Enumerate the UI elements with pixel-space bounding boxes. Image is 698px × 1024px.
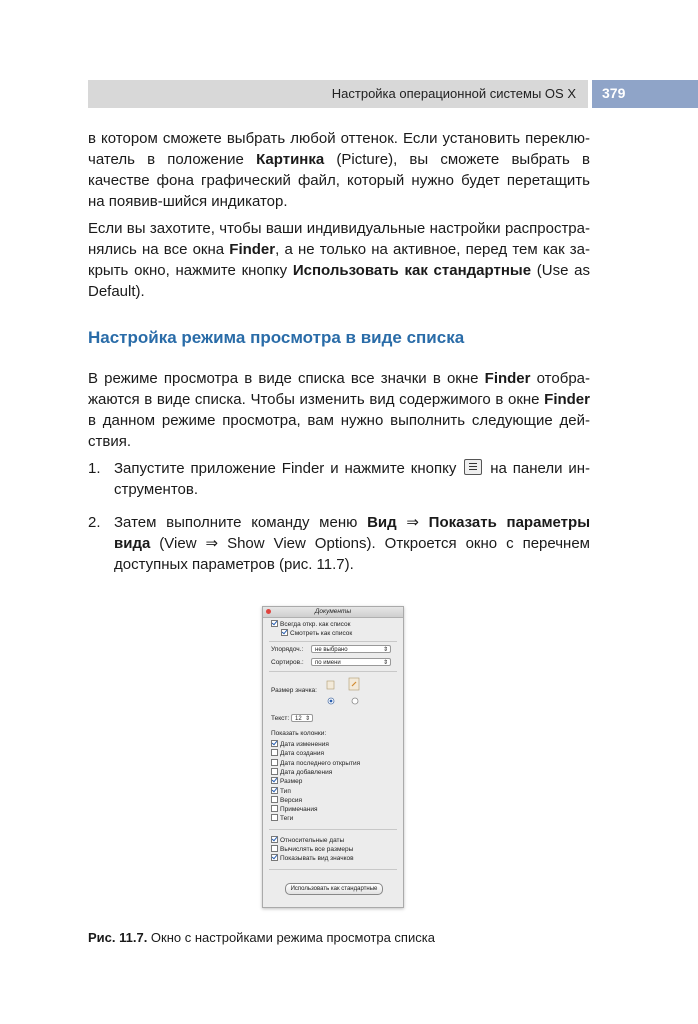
caption-text: Окно с настройками режима просмотра списка: [147, 930, 435, 945]
small-icon-radio[interactable]: [327, 697, 335, 705]
arrange-label: Упорядоч.:: [271, 646, 304, 653]
column-checkbox[interactable]: Размер: [271, 777, 302, 785]
arrange-select[interactable]: не выбрано ⇕: [311, 645, 391, 653]
list-number-1: 1.: [88, 460, 101, 477]
page-number: 379: [602, 85, 626, 101]
p2-text-2: , а не только на активное, перед тем как за-крыть окно, нажмите кнопку: [88, 241, 590, 279]
show-icon-preview-checkbox[interactable]: Показывать вид значков: [271, 854, 354, 862]
icon-size-label: Размер значка:: [271, 687, 317, 694]
calc-sizes-checkbox[interactable]: Вычислять все размеры: [271, 845, 353, 853]
p3-bold-2: Finder: [544, 391, 590, 408]
dialog-titlebar: [263, 607, 403, 618]
separator: [269, 829, 397, 830]
section-heading: Настройка режима просмотра в виде списка: [88, 328, 465, 347]
column-checkbox[interactable]: Версия: [271, 796, 302, 804]
list-1-text-1: Запустите приложение Finder и нажмите кнопку: [114, 460, 457, 477]
browse-as-list-checkbox[interactable]: Смотреть как список: [281, 629, 352, 637]
column-checkbox[interactable]: Тип: [271, 787, 291, 795]
p2-text-1: Если вы захотите, чтобы ваши индивидуальные настройки распростра-нялись на все окна: [88, 220, 590, 258]
paragraph-2: [88, 218, 590, 302]
paragraph-1: [88, 128, 590, 212]
column-checkbox[interactable]: Дата последнего открытия: [271, 759, 360, 767]
column-checkbox[interactable]: Теги: [271, 814, 293, 822]
list-view-icon: [464, 459, 482, 475]
page-number-box: [592, 80, 698, 108]
p3-text-1: В режиме просмотра в виде списка все значки в окне: [88, 370, 485, 387]
p2-bold-2: Использовать как стандартные: [292, 262, 532, 279]
list-2-text-1: Затем выполните команду меню: [114, 514, 368, 531]
sort-select[interactable]: по имени ⇕: [311, 658, 391, 666]
list-body-2: [114, 512, 590, 575]
list-number-2: 2.: [88, 514, 101, 531]
dialog-title: Документы: [314, 608, 352, 615]
separator: [269, 869, 397, 870]
p1-bold-1: Картинка: [256, 151, 325, 168]
column-checkbox[interactable]: Дата добавления: [271, 768, 332, 776]
separator: [269, 641, 397, 642]
paragraph-3: [88, 368, 590, 452]
column-checkbox[interactable]: Дата изменения: [271, 740, 329, 748]
column-checkbox[interactable]: Примечания: [271, 805, 318, 813]
large-icon-radio[interactable]: [351, 697, 359, 705]
header-title: Настройка операционной системы OS X: [331, 86, 576, 101]
p2-bold-1: Finder: [229, 241, 276, 258]
p2-text-3: (Use as Default).: [88, 262, 590, 300]
small-icon-preview-icon: [325, 679, 337, 691]
view-options-dialog: [262, 606, 404, 908]
p3-bold-1: Finder: [484, 370, 531, 387]
text-size-select[interactable]: 12 ⇕: [291, 714, 313, 722]
p1-text-1: в котором сможете выбрать любой оттенок. Если установить переклю-чатель в положение: [88, 130, 590, 168]
large-icon-preview-icon: [347, 677, 363, 693]
always-open-list-checkbox[interactable]: Всегда откр. как список: [271, 620, 350, 628]
list-2-text-2: (View ⇒ Show View Options). Откроется окно с перечнем доступных параметров (рис. 11.7).: [114, 535, 590, 573]
list-2-bold-2: Показать параметры вида: [114, 514, 590, 552]
text-size-label: Текст:: [271, 715, 290, 722]
p3-text-3: в данном режиме просмотра, вам нужно выполнить следующие дей-ствия.: [88, 412, 590, 450]
p3-text-2: отобра-жаются в виде списка. Чтобы изменить вид содержимого в окне: [88, 370, 590, 408]
column-checkbox[interactable]: Дата создания: [271, 749, 324, 757]
figure-caption: [88, 930, 435, 945]
running-header: [88, 80, 588, 108]
p1-text-2: (Picture), вы сможете выбрать в качестве фона графический файл, который нужно будет перетащить на появив-шийся индикатор.: [88, 151, 590, 210]
list-body-1: [114, 458, 590, 500]
list-2-bold-1: Вид: [367, 514, 397, 531]
show-columns-label: Показать колонки:: [271, 730, 327, 737]
separator: [269, 671, 397, 672]
caption-label: Рис. 11.7.: [88, 930, 148, 945]
list-1-text-2: на панели ин-струментов.: [114, 460, 591, 498]
relative-dates-checkbox[interactable]: Относительные даты: [271, 836, 344, 844]
use-as-default-button[interactable]: Использовать как стандартные: [285, 883, 383, 895]
sort-label: Сортиров.:: [271, 659, 304, 666]
arrow-icon: ⇒: [396, 514, 429, 531]
